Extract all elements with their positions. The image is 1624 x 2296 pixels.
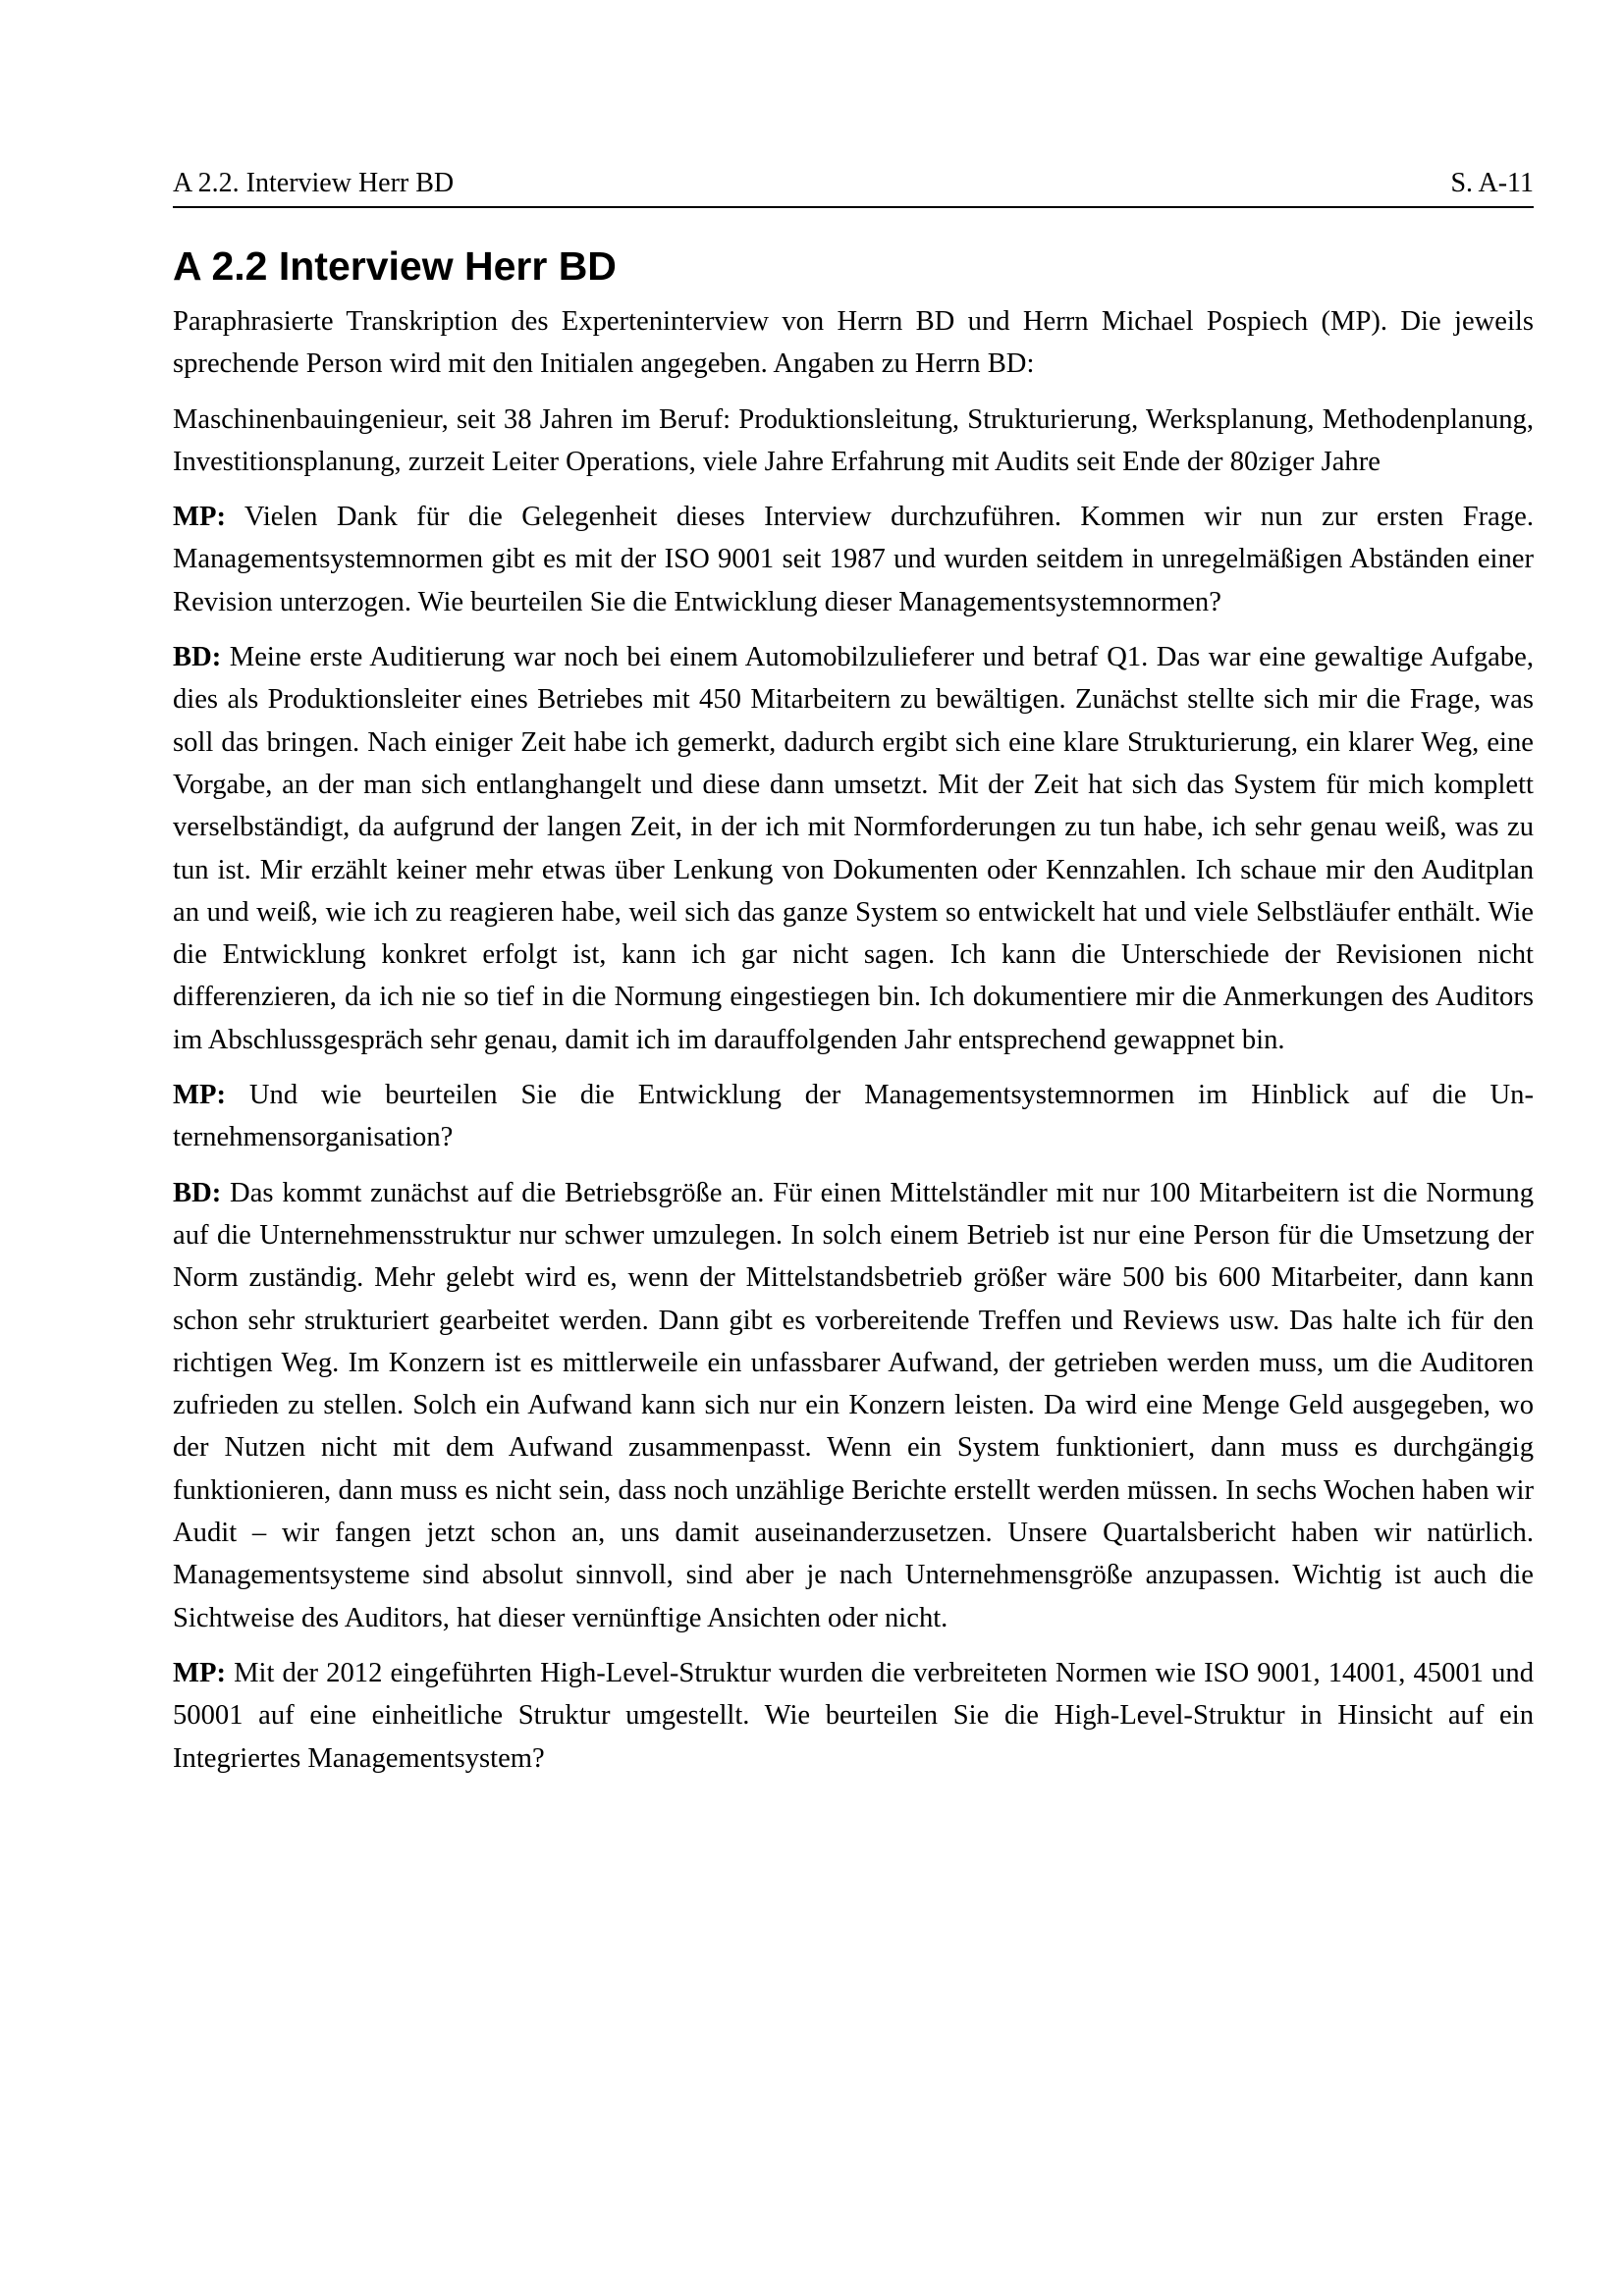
dialogue-turn	[173, 636, 1534, 1061]
section-heading: A 2.2 Interview Herr BD	[173, 243, 617, 289]
dialogue-text: Mit der 2012 eingeführten High-Level-Struktur wurden die verbreiteten Normen wie ISO 9001, 14001, 45001 und 50001 auf eine einheitliche Struktur umgestellt. Wie beurteilen Sie die High-Level-Struktur in Hinsicht auf ein Integriertes Managementsystem?	[173, 1657, 1534, 1774]
speaker-label: MP:	[173, 1080, 226, 1111]
dialogue-turn	[173, 496, 1534, 623]
intro-paragraph: Paraphrasierte Transkription des Experteninterview von Herrn BD und Herrn Michael Pospiech (MP). Die jeweils sprechende Person wird mit den Initialen angegeben. Angaben zu Herrn BD:	[173, 306, 1534, 380]
dialogue-text: Das kommt zunächst auf die Betriebsgröße an. Für einen Mittelständler mit nur 100 Mitarbeitern ist die Normung auf die Unternehmensstruktur nur schwer umzulegen. In solch einem Betrieb ist nur eine Person für die Umsetzung der Norm zuständig. Mehr gelebt wird es, wenn der Mittelstandsbetrieb größer wäre 500 bis 600 Mitarbeiter, dann kann schon sehr strukturiert gearbeitet werden. Dann gibt es vorbereitende Treffen und Reviews usw. Das halte ich für den richtigen Weg. Im Konzern ist es mittlerweile ein unfassbarer Aufwand, der getrieben werden muss, um die Auditoren zufrieden zu stellen. Solch ein Aufwand kann sich nur ein Konzern leisten. Da wird eine Menge Geld ausgegeben, wo der Nutzen nicht mit dem Aufwand zusammenpasst. Wenn ein System funktioniert, dann muss es durchgängig funktionieren, dann muss es nicht sein, dass noch unzählige Berichte erstellt werden müssen. In sechs Wochen haben wir Audit – wir fangen jetzt schon an, uns damit auseinanderzusetzen. Unsere Quartalsbericht haben wir natürlich. Managementsysteme sind absolut sinnvoll, sind aber je nach Unternehmensgröße anzupassen. Wichtig ist auch die Sichtweise des Auditors, hat dieser vernünftige Ansichten oder nicht.	[173, 1177, 1534, 1633]
running-header	[173, 167, 1534, 208]
speaker-label: BD:	[173, 1177, 222, 1208]
speaker-label: BD:	[173, 642, 222, 673]
dialogue-turn	[173, 1652, 1534, 1780]
speaker-label: MP:	[173, 502, 226, 533]
dialogue-text: Meine erste Auditierung war noch bei einem Automobilzulieferer und betraf Q1. Das war eine gewaltige Aufgabe, dies als Produktionsleiter eines Betriebes mit 450 Mitarbeitern zu bewältigen. Zunächst stellte sich mir die Frage, was soll das bringen. Nach einiger Zeit habe ich gemerkt, dadurch ergibt sich eine klare Strukturierung, ein klarer Weg, eine Vorgabe, an der man sich entlanghangelt und diese dann umsetzt. Mit der Zeit hat sich das System für mich komplett verselbständigt, da aufgrund der langen Zeit, in der ich mit Normforderungen zu tun habe, ich sehr genau weiß, was zu tun ist. Mir erzählt keiner mehr etwas über Lenkung von Dokumenten oder Kennzahlen. Ich schaue mir den Auditplan an und weiß, wie ich zu reagieren habe, weil sich das ganze System so entwickelt hat und viele Selbstläufer enthält. Wie die Entwicklung konkret erfolgt ist, kann ich gar nicht sagen. Ich kann die Unterschiede der Revisionen nicht differenzieren, da ich nie so tief in die Normung eingestiegen bin. Ich dokumentiere mir die Anmerkungen des Auditors im Abschlussgespräch sehr genau, damit ich im darauffolgenden Jahr entsprechend gewappnet bin.	[173, 642, 1534, 1055]
speaker-label: MP:	[173, 1657, 226, 1688]
interviewee-profile: Maschinenbauingenieur, seit 38 Jahren im Beruf: Produktionsleitung, Strukturierung, Werksplanung, Methodenplanung, Investitionsplanung, zurzeit Leiter Operations, viele Jahre Erfahrung mit Audits seit Ende der 80ziger Jahre	[173, 403, 1534, 477]
dialogue-text: Und wie beurteilen Sie die Entwicklung der Managementsystemnormen im Hinblick auf die Unternehmensorganisation?	[173, 1080, 1534, 1153]
document-page	[173, 167, 1534, 1792]
dialogue-turn	[173, 1074, 1534, 1159]
header-section-title: A 2.2. Interview Herr BD	[173, 168, 455, 198]
dialogue-turn	[173, 1172, 1534, 1639]
header-page-number: S. A-11	[1450, 168, 1534, 198]
dialogue-text: Vielen Dank für die Gelegenheit dieses Interview durchzuführen. Kommen wir nun zur ersten Frage. Managementsystemnormen gibt es mit der ISO 9001 seit 1987 und wurden seitdem in unregelmäßigen Abständen einer Revision unterzogen. Wie beurteilen Sie die Entwicklung dieser Managementsystemnormen?	[173, 502, 1534, 617]
